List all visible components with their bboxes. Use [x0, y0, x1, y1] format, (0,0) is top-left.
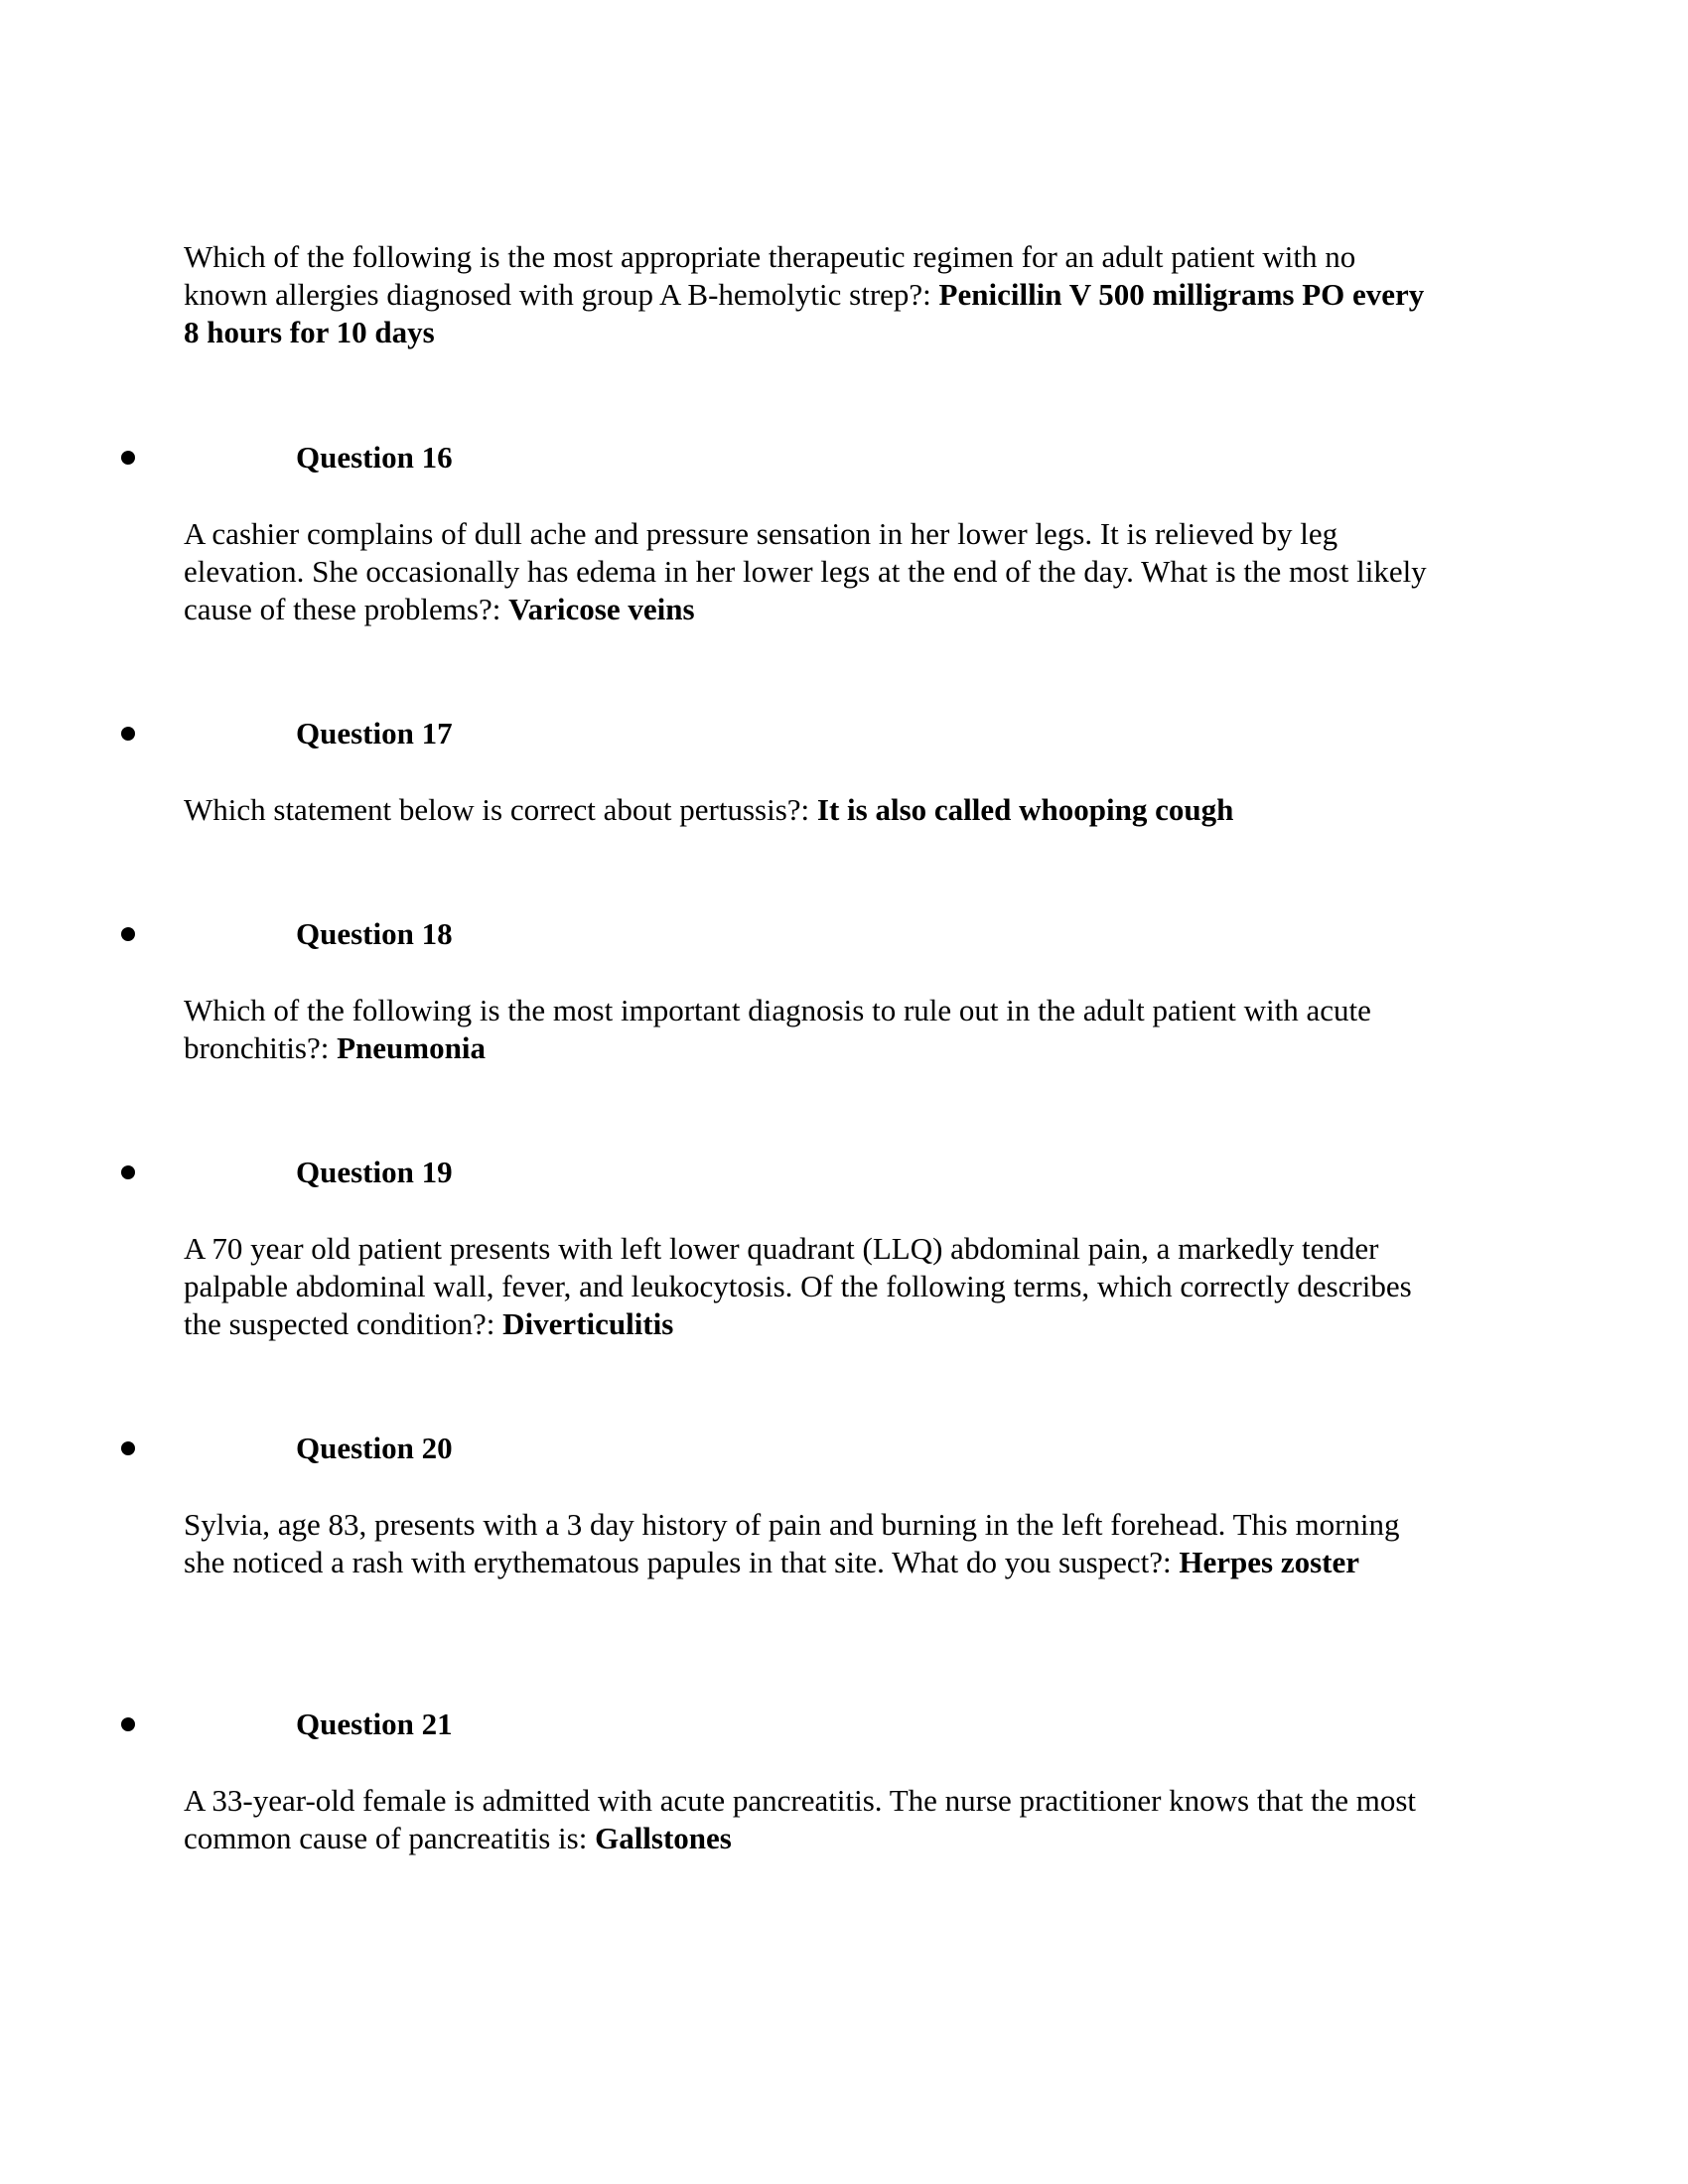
question-answer: Diverticulitis — [502, 1306, 674, 1341]
question-paragraph-18 — [184, 992, 1435, 1067]
question-heading-21 — [0, 1705, 1688, 1744]
bullet-icon — [121, 1717, 135, 1731]
bullet-icon — [121, 1165, 135, 1179]
question-text: A 70 year old patient presents with left lower quadrant (LLQ) abdominal pain, a markedly tender palpable abdominal wall, fever, and leukocytosis. Of the following terms, which correctly describes the suspected condition?: — [184, 1231, 1412, 1341]
question-answer: Gallstones — [595, 1821, 732, 1855]
intro-text: Which of the following is the most appropriate therapeutic regimen for an adult patient with no known allergies diagnosed with group A B-hemolytic strep?: — [184, 239, 1356, 312]
bullet-icon — [121, 451, 135, 465]
question-paragraph-16 — [184, 515, 1435, 628]
question-title: Question 16 — [296, 440, 453, 475]
question-heading-18 — [0, 914, 1688, 954]
question-text: Sylvia, age 83, presents with a 3 day history of pain and burning in the left forehead. This morning she noticed a rash with erythematous papules in that site. What do you suspect?: — [184, 1507, 1400, 1579]
bullet-icon — [121, 927, 135, 941]
bullet-icon — [121, 727, 135, 741]
question-text: A 33-year-old female is admitted with acute pancreatitis. The nurse practitioner knows that the most common cause of pancreatitis is: — [184, 1783, 1417, 1855]
bullet-icon — [121, 1441, 135, 1455]
question-heading-19 — [0, 1153, 1688, 1192]
question-title: Question 17 — [296, 716, 453, 751]
question-heading-16 — [0, 438, 1688, 478]
question-heading-17 — [0, 714, 1688, 753]
question-title: Question 18 — [296, 916, 453, 951]
intro-answer: Penicillin V 500 milligrams PO every 8 hours for 10 days — [184, 277, 1425, 349]
question-paragraph-20 — [184, 1506, 1435, 1581]
question-paragraph-21 — [184, 1782, 1435, 1857]
intro-paragraph — [184, 238, 1435, 351]
question-title: Question 21 — [296, 1706, 453, 1741]
question-text: A cashier complains of dull ache and pressure sensation in her lower legs. It is relieved by leg elevation. She occasionally has edema in her lower legs at the end of the day. What is the most likely cause of these problems?: — [184, 516, 1427, 626]
question-title: Question 20 — [296, 1431, 453, 1465]
question-text: Which statement below is correct about pertussis?: — [184, 792, 817, 827]
question-paragraph-19 — [184, 1230, 1435, 1343]
question-paragraph-17 — [184, 791, 1435, 829]
question-answer: Herpes zoster — [1179, 1545, 1360, 1579]
question-answer: Pneumonia — [337, 1030, 486, 1065]
question-text: Which of the following is the most important diagnosis to rule out in the adult patient with acute bronchitis?: — [184, 993, 1371, 1065]
question-title: Question 19 — [296, 1155, 453, 1189]
question-answer: It is also called whooping cough — [816, 792, 1234, 827]
question-heading-20 — [0, 1429, 1688, 1468]
question-answer: Varicose veins — [508, 592, 695, 626]
